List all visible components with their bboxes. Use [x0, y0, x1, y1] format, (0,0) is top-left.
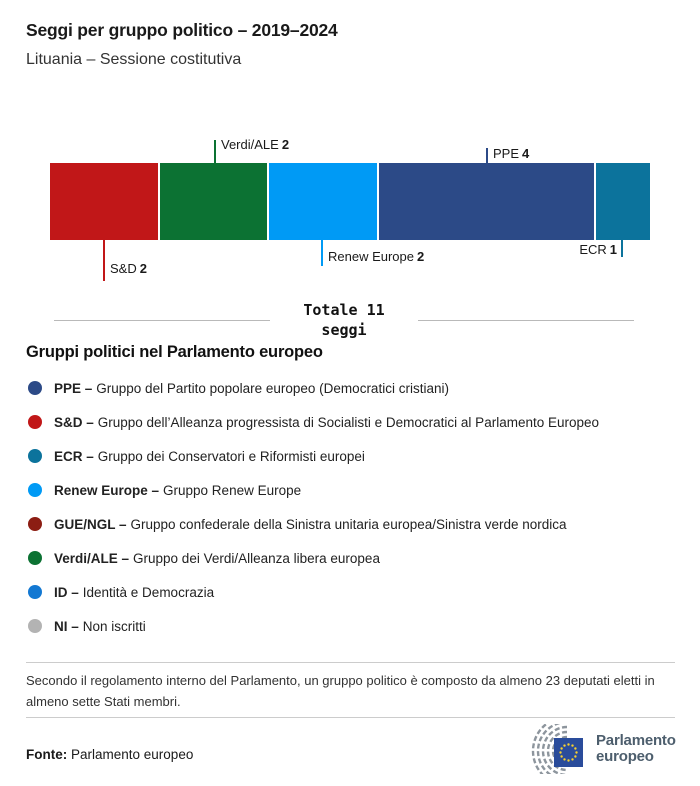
total-seats-label [284, 301, 404, 341]
legend-item-label [54, 483, 301, 498]
legend-heading: Gruppi politici nel Parlamento europeo [26, 343, 323, 361]
divider-line-left [54, 320, 270, 321]
callout-line-ppe [486, 148, 488, 163]
legend-name: Gruppo confederale della Sinistra unitaria europea/Sinistra verde nordica [130, 516, 567, 532]
legend-abbr: ID – [54, 584, 79, 600]
page-title: Seggi per gruppo politico – 2019–2024 [26, 20, 338, 40]
legend-item-gue-ngl [28, 507, 678, 541]
legend-dot-icon [28, 517, 42, 531]
legend-name: Gruppo Renew Europe [163, 482, 302, 498]
bar-segment-ecr[interactable] [596, 163, 650, 240]
legend-abbr: NI – [54, 618, 79, 634]
callout-label-ecr [579, 242, 617, 257]
legend-item-id [28, 575, 678, 609]
legend-dot-icon [28, 449, 42, 463]
bar-segment-renew-europe[interactable] [269, 163, 379, 240]
logo-wordmark [596, 733, 676, 765]
callout-line-verdi-ale [214, 140, 216, 163]
page-subtitle: Lituania – Sessione costitutiva [26, 51, 242, 68]
total-seats-line2: seggi [321, 320, 367, 339]
logo-wordmark-line2: europeo [596, 748, 654, 765]
legend-abbr: Renew Europe – [54, 482, 160, 498]
callout-seat-count: 1 [609, 242, 617, 257]
source-label: Fonte: [26, 747, 68, 762]
legend-item-label [54, 517, 567, 532]
legend-dot-icon [28, 381, 42, 395]
legend-name: Gruppo dei Conservatori e Riformisti europei [97, 448, 365, 464]
source-line [26, 747, 193, 762]
callout-group-name: PPE [493, 146, 520, 161]
divider-line-right [418, 320, 634, 321]
callout-line-renew-europe [321, 240, 323, 266]
divider [26, 717, 675, 718]
callout-line-ecr [621, 240, 623, 257]
legend-abbr: S&D – [54, 414, 94, 430]
callout-label-renew-europe [328, 249, 424, 264]
seats-stacked-bar [50, 163, 650, 240]
source-value: Parlamento europeo [67, 747, 194, 762]
legend-dot-icon [28, 415, 42, 429]
legend-item-ecr [28, 439, 678, 473]
bar-segment-ppe[interactable] [379, 163, 596, 240]
callout-seat-count: 4 [522, 146, 530, 161]
legend-name: Identità e Democrazia [82, 584, 215, 600]
footnote-text: Secondo il regolamento interno del Parlamento, un gruppo politico è composto da almeno 23 deputati eletti in almeno sette Stati membri. [26, 673, 655, 709]
legend-dot-icon [28, 551, 42, 565]
european-parliament-logo [521, 724, 676, 774]
callout-line-sd [103, 240, 105, 281]
divider [26, 662, 675, 663]
legend-list [28, 371, 678, 643]
legend-dot-icon [28, 619, 42, 633]
legend-item-ni [28, 609, 678, 643]
callout-seat-count: 2 [281, 137, 290, 152]
legend-dot-icon [28, 585, 42, 599]
legend-name: Non iscritti [82, 618, 146, 634]
legend-name: Gruppo dei Verdi/Alleanza libera europea [133, 550, 380, 566]
logo-wordmark-line1: Parlamento [596, 731, 676, 749]
legend-item-label [54, 585, 214, 600]
total-seats-line1: Totale 11 [303, 301, 385, 319]
callout-group-name: ECR [579, 242, 607, 257]
legend-item-label [54, 619, 146, 634]
hemicycle-flag-icon [521, 724, 589, 774]
legend-item-label [54, 381, 449, 396]
bar-segment-verdi-ale[interactable] [160, 163, 270, 240]
legend-item-label [54, 551, 380, 566]
callout-seat-count: 2 [139, 261, 147, 276]
legend-item-ppe [28, 371, 678, 405]
callout-group-name: Verdi/ALE [221, 137, 279, 152]
legend-item-renew-europe [28, 473, 678, 507]
legend-abbr: GUE/NGL – [54, 516, 127, 532]
callout-seat-count: 2 [417, 249, 425, 264]
callout-label-verdi-ale [221, 137, 289, 152]
legend-abbr: ECR – [54, 448, 94, 464]
callout-label-sd [110, 261, 147, 276]
legend-name: Gruppo del Partito popolare europeo (Democratici cristiani) [96, 380, 449, 396]
total-seats-divider [54, 301, 634, 341]
bar-segment-sd[interactable] [50, 163, 160, 240]
callout-group-name: S&D [110, 261, 137, 276]
legend-abbr: PPE – [54, 380, 93, 396]
callout-group-name: Renew Europe [328, 249, 414, 264]
legend-item-verdi-ale [28, 541, 678, 575]
legend-item-label [54, 415, 599, 430]
legend-abbr: Verdi/ALE – [54, 550, 130, 566]
legend-item-label [54, 449, 365, 464]
legend-dot-icon [28, 483, 42, 497]
legend-item-sd [28, 405, 678, 439]
callout-label-ppe [493, 146, 529, 161]
legend-name: Gruppo dell’Alleanza progressista di Socialisti e Democratici al Parlamento Europeo [97, 414, 600, 430]
